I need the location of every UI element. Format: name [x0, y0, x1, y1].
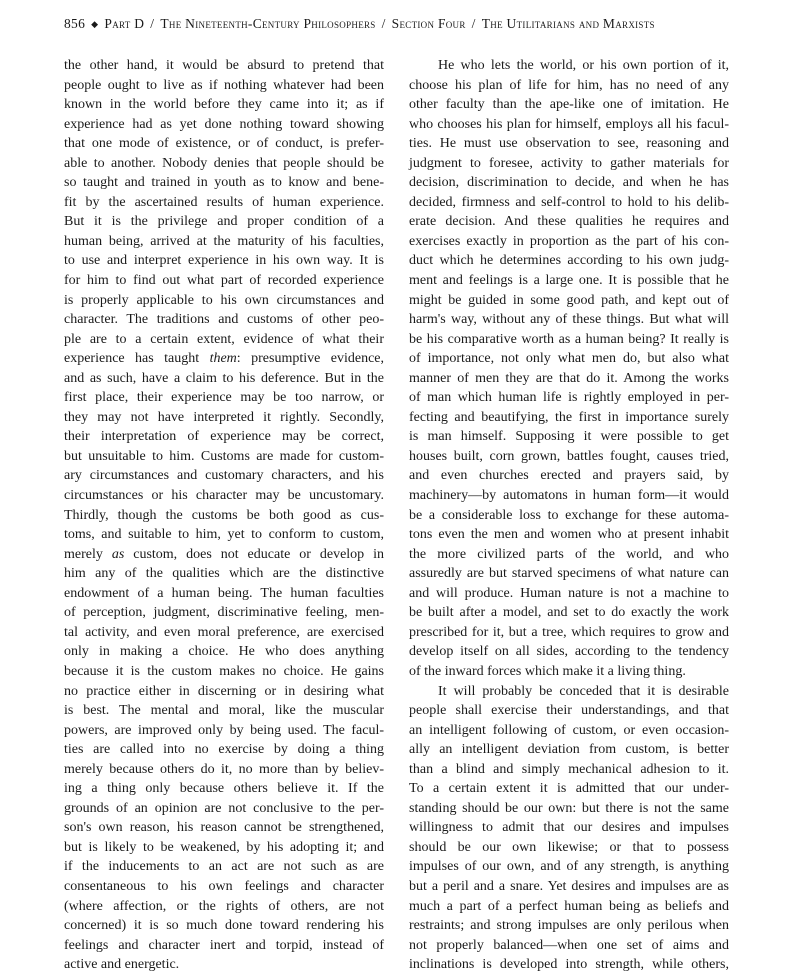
text-line: known in the world before they came into it; as if	[64, 97, 384, 113]
text-line: so taught and trained in youth as to know and bene-	[64, 175, 384, 191]
text-line: toms, and suitable to him, yet to conform to custom,	[64, 527, 384, 543]
text-line: experience has taught them: presumptive evidence,	[64, 351, 385, 367]
header-separator: /	[150, 16, 155, 31]
text-line: their interpretation of experience may be correct,	[64, 429, 384, 445]
text-line: be a considerable loss to exchange for these automa-	[409, 507, 729, 523]
right-text-column	[409, 56, 729, 975]
text-line: is man himself. Supposing it were possible to get	[409, 429, 729, 445]
text-line: other faculty than the ape-like one of imitation. He	[409, 97, 729, 113]
text-line: merely as custom, does not educate or develop in	[64, 546, 385, 562]
text-line: circumstances or his character may be uncustomary.	[64, 488, 384, 504]
text-line: of the inward forces which make it a living thing.	[409, 663, 686, 679]
text-line: should be our own likewise; or that to possess	[409, 839, 729, 855]
text-line: if the inducements to an act are not such as are	[64, 859, 384, 875]
part-title: The Nineteenth-Century Philosophers	[160, 16, 376, 31]
section-label: Section Four	[391, 16, 466, 31]
text-line: him any of the qualities which are the distinctive	[64, 566, 384, 582]
text-line: judgment to foresee, activity to gather materials for	[409, 155, 729, 171]
text-line: erate decision. And these qualities he requires and	[409, 214, 729, 230]
text-line: and will produce. Human nature is not a machine to	[409, 585, 729, 601]
text-line: concerned) it is so much done toward rendering his	[64, 918, 384, 934]
text-line: able to another. Nobody denies that people should be	[64, 155, 384, 171]
text-line: of importance, not only what men do, but also what	[409, 351, 729, 367]
text-line: ties are called into no exercise by doing a thing	[64, 742, 384, 758]
text-line: endowment of a human being. The human faculties	[64, 585, 384, 601]
text-line: ally an intelligent deviation from custom, is better	[409, 742, 729, 758]
page-number: 856	[64, 16, 86, 31]
text-line: ing a thing only because others believe it. If the	[64, 781, 384, 797]
text-line: and even churches erected and prayers said, by	[409, 468, 729, 484]
text-line: tal activity, and even moral preference, are exercised	[64, 624, 384, 640]
text-line: choose his plan of life for him, has no need of any	[409, 77, 729, 93]
text-line: He who lets the world, or his own portion of it,	[438, 58, 729, 73]
text-line: first place, their experience may be too narrow, or	[64, 390, 384, 406]
text-line: exercises exactly in proportion as the part of his con-	[409, 233, 729, 249]
text-line: It will probably be conceded that it is desirable	[438, 683, 729, 699]
text-line: but is likely to be weakened, by his adopting it; and	[64, 839, 384, 855]
text-line: feelings and character inert and torpid, instead of	[64, 937, 384, 953]
text-line: ary circumstances and customary characters, and his	[64, 468, 384, 484]
text-line: be his comparative worth as a human being? It really is	[409, 331, 729, 347]
text-line: willingness to admit that our desires and impulses	[409, 820, 729, 836]
header-separator: /	[471, 16, 476, 31]
text-line: they may not have interpreted it rightly. Secondly,	[64, 409, 384, 425]
text-line: tons even the men and women who at present inhabit	[409, 527, 729, 543]
text-line: of perception, judgment, discriminative feeling, men-	[64, 605, 384, 621]
text-line: houses built, corn grown, battles fought, causes tried,	[409, 448, 729, 464]
text-line: merely because others do it, no more than by believ-	[64, 761, 384, 777]
text-line: is best. The mental and moral, like the muscular	[64, 703, 384, 719]
text-line: be built after a model, and set to do exactly the work	[409, 605, 729, 621]
text-line: of man which human life is rightly employed in per-	[409, 390, 729, 406]
text-line: but unsuitable to him. Customs are made for custom-	[64, 448, 384, 464]
text-line: (where affection, or the rights of others, are not	[64, 898, 384, 914]
text-line: than a blind and simply mechanical adhesion to it.	[409, 761, 729, 777]
text-line: active and energetic.	[64, 957, 180, 973]
running-header	[64, 16, 744, 36]
text-line: consentaneous to his own feelings and character	[64, 878, 384, 894]
left-text-column	[64, 56, 384, 975]
text-line: inclinations is developed into strength, while others,	[409, 957, 729, 973]
text-line: and as such, have a claim to his deference. But in the	[64, 370, 384, 386]
text-line: much a part of a perfect human being as beliefs and	[409, 898, 729, 914]
header-separator: /	[381, 16, 386, 31]
text-line: experience had as yet done nothing toward showing	[64, 116, 384, 132]
text-line: duct which he determines according to his own judg-	[409, 253, 729, 269]
text-line: ties. He must use observation to see, reasoning and	[409, 136, 729, 152]
text-line: son's own reason, his reason cannot be strengthened,	[64, 820, 384, 836]
text-line: standing should be our own: but there is not the same	[409, 800, 729, 816]
text-line: decision, discrimination to decide, and when he has	[409, 175, 729, 191]
text-line: prescribed for it, but a tree, which requires to grow and	[409, 624, 729, 640]
text-line: people shall exercise their understandings, and that	[409, 703, 729, 719]
text-line: ment and feelings is a large one. It is possible that he	[409, 273, 729, 289]
text-line: no practice either in discerning or in desiring what	[64, 683, 384, 699]
text-line: Thirdly, though the customs be both good as cus-	[64, 507, 384, 523]
text-line: But it is the privilege and proper condition of a	[64, 214, 384, 230]
text-line: assuredly are but starved specimens of what nature can	[409, 566, 729, 582]
diamond-icon: ◆	[91, 19, 99, 29]
text-line: machinery—by automatons in human form—it would	[409, 488, 729, 504]
text-line: fecting and beautifying, the first in importance surely	[409, 409, 729, 425]
text-line: fit by the ascertained results of human experience.	[64, 194, 384, 210]
text-line: not properly balanced—when one set of aims and	[409, 937, 729, 953]
text-line: restraints; and strong impulses are only perilous when	[409, 918, 729, 934]
text-line: is properly applicable to his own circumstances and	[64, 292, 384, 308]
text-line: the other hand, it would be absurd to pretend that	[64, 58, 384, 73]
text-line: manner of men they are that do it. Among the works	[409, 370, 729, 386]
section-title: The Utilitarians and Marxists	[481, 16, 655, 31]
text-line: decided, firmness and self-control to hold to his delib-	[409, 194, 729, 210]
text-line: powers, are improved only by being used. The facul-	[64, 722, 384, 738]
text-line: the more civilized parts of the world, and who	[409, 546, 729, 562]
text-line: impulses of our own, and of any strength, is anything	[409, 859, 729, 875]
part-label: Part D	[104, 16, 145, 31]
text-line: because it is the custom makes no choice. He gains	[64, 663, 384, 679]
text-line: human being, arrived at the maturity of his faculties,	[64, 233, 384, 249]
text-line: might be guided in some good path, and kept out of	[409, 292, 729, 308]
text-line: grounds of an opinion are not conclusive to the per-	[64, 800, 384, 816]
text-line: who chooses his plan for himself, employs all his facul-	[409, 116, 729, 132]
text-line: harm's way, without any of these things. But what will	[409, 312, 729, 328]
text-line: an intelligent following of custom, or even occasion-	[409, 722, 729, 738]
text-line: that one mode of existence, or of conduct, is prefer-	[64, 136, 384, 152]
text-line: develop itself on all sides, according to the tendency	[409, 644, 729, 660]
text-line: character. The traditions and customs of other peo-	[64, 312, 384, 328]
text-line: people ought to live as if nothing whatever had been	[64, 77, 384, 93]
text-line: To a certain extent it is admitted that our under-	[409, 781, 729, 797]
text-line: ple are to a certain extent, evidence of what their	[64, 331, 384, 347]
text-line: to use and interpret experience in his own way. It is	[64, 253, 384, 269]
text-line: only in making a choice. He who does anything	[64, 644, 384, 660]
text-line: but a peril and a snare. Yet desires and impulses are as	[409, 878, 729, 894]
text-line: for him to find out what part of recorded experience	[64, 273, 384, 289]
